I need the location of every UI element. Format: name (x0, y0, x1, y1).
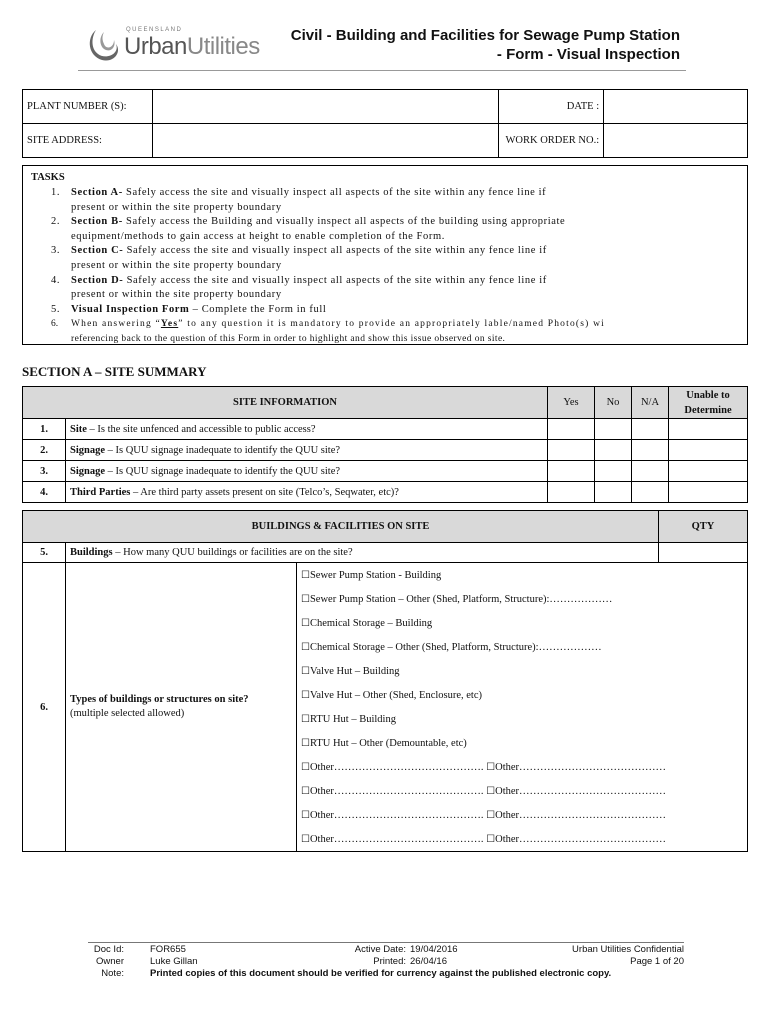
task-line: 5. Visual Inspection Form – Complete the Form in full (51, 303, 327, 315)
work-order-field[interactable] (604, 124, 748, 158)
info-table (22, 89, 748, 158)
answer-cell[interactable] (669, 482, 748, 503)
answer-cell[interactable] (669, 461, 748, 482)
task-line: 1. Section A- Safely access the site and visually inspect all aspects of the site within any fence line if (51, 187, 547, 198)
answer-cell[interactable] (548, 440, 595, 461)
tasks-box (22, 165, 748, 345)
col-no: No (595, 387, 632, 419)
plant-field[interactable] (153, 90, 499, 124)
confidential-text: Urban Utilities Confidential (572, 944, 684, 955)
answer-cell[interactable] (595, 461, 632, 482)
doc-id: FOR655 (150, 944, 186, 955)
task-line: 3. Section C- Safely access the site and visually inspect all aspects of the site within any fence line if (51, 245, 547, 257)
table-row: 5. Buildings – How many QUU buildings or facilities are on the site? (23, 543, 748, 563)
page-number: Page 1 of 20 (630, 956, 684, 967)
option-other-row[interactable]: ☐Other……………………………………. ☐Other…………………………………… (297, 827, 748, 852)
site-label: SITE ADDRESS: (23, 124, 153, 158)
task-line: present or within the site property boundary (71, 201, 282, 213)
task-line: present or within the site property boundary (71, 289, 282, 301)
answer-cell[interactable] (548, 419, 595, 440)
logo (86, 24, 260, 66)
option-item[interactable]: ☐RTU Hut – Other (Demountable, etc) (297, 731, 748, 755)
page-title: Civil - Building and Facilities for Sewage Pump Station - Form - Visual Inspection (290, 27, 680, 63)
doc-id-label: Doc Id: (93, 944, 124, 955)
tasks-heading: TASKS (31, 172, 65, 183)
option-item[interactable]: ☐Valve Hut – Other (Shed, Enclosure, etc) (297, 683, 748, 707)
plant-label: PLANT NUMBER (S): (23, 90, 153, 124)
logo-small-text: QUEENSLAND (126, 27, 183, 33)
option-other-row[interactable]: ☐Other……………………………………. ☐Other…………………………………… (297, 803, 748, 827)
footer (88, 944, 684, 980)
active-date-label: Active Date: (354, 944, 406, 955)
section-a-title: SECTION A – SITE SUMMARY (22, 364, 207, 379)
date-label: DATE : (499, 90, 604, 124)
table-row: 4. Third Parties – Are third party assets present on site (Telco’s, Seqwater, etc)? (23, 482, 748, 503)
task-line: 2. Section B- Safely access the Building and visually inspect all aspects of the building using appropriate (51, 216, 566, 228)
col-yes: Yes (548, 387, 595, 419)
buildings-header: BUILDINGS & FACILITIES ON SITE (23, 511, 659, 543)
option-item[interactable]: ☐Chemical Storage – Building (297, 611, 748, 635)
col-na: N/A (632, 387, 669, 419)
owner: Luke Gillan (150, 956, 198, 967)
option-item[interactable]: ☐Sewer Pump Station - Building (297, 563, 748, 588)
answer-cell[interactable] (595, 440, 632, 461)
qty-field[interactable] (659, 543, 748, 563)
owner-label: Owner (96, 956, 124, 967)
col-unable: Unable to Determine (669, 387, 748, 419)
table-row: 2. Signage – Is QUU signage inadequate to identify the QUU site? (23, 440, 748, 461)
task-line: 4. Section D- Safely access the site and visually inspect all aspects of the site within any fence line if (51, 274, 547, 286)
task-line: referencing back to the question of this Form in order to highlight and show this issue observed on site. (71, 333, 506, 344)
buildings-table: BUILDINGS & FACILITIES ON SITE QTY 5. Buildings – How many QUU buildings or facilities are on the site? 6. Types of buildings or structures on site? (multiple selected allowed) ☐Sewer Pump Station - Building ☐Sewer Pump Station – Other (Shed, Platform, Structure):……………… ☐Chemical Storage – Building ☐Chemical Storage – Other (Shed, Platform, Structure):……………… ☐Valve Hut – Building ☐Valve Hut – Other (Shed, Enclosure, etc) ☐RTU Hut – Building ☐RTU Hut – Other (Demountable, etc) ☐Other……………………………………. ☐Other…………………………………… ☐Other……………………………………. ☐Other…………………………………… ☐Other……………………………………. ☐Other…………………………………… ☐Other……………………………………. ☐Other…………………………………… (22, 510, 748, 852)
option-item[interactable]: ☐Chemical Storage – Other (Shed, Platform, Structure):……………… (297, 635, 748, 659)
printed-label: Printed: (373, 956, 406, 967)
site-info-header: SITE INFORMATION (23, 387, 548, 419)
answer-cell[interactable] (632, 440, 669, 461)
answer-cell[interactable] (548, 461, 595, 482)
answer-cell[interactable] (632, 419, 669, 440)
answer-cell[interactable] (669, 419, 748, 440)
task-line: equipment/methods to gain access at height to enable completion of the Form. (71, 230, 445, 242)
answer-cell[interactable] (595, 419, 632, 440)
note-label: Note: (101, 968, 124, 979)
site-field[interactable] (153, 124, 499, 158)
header-divider (78, 70, 686, 71)
option-item[interactable]: ☐Valve Hut – Building (297, 659, 748, 683)
site-summary-table (22, 386, 748, 503)
option-other-row[interactable]: ☐Other……………………………………. ☐Other…………………………………… (297, 755, 748, 779)
note-text: Printed copies of this document should be verified for currency against the published electronic copy. (150, 968, 612, 979)
active-date: 19/04/2016 (410, 944, 458, 955)
option-item[interactable]: ☐Sewer Pump Station – Other (Shed, Platform, Structure):……………… (297, 587, 748, 611)
answer-cell[interactable] (632, 461, 669, 482)
date-field[interactable] (604, 90, 748, 124)
work-order-label: WORK ORDER NO.: (499, 124, 604, 158)
answer-cell[interactable] (548, 482, 595, 503)
task-line: present or within the site property boundary (71, 259, 282, 271)
tasks-list (31, 186, 747, 347)
answer-cell[interactable] (595, 482, 632, 503)
logo-swirl-icon (86, 26, 122, 66)
qty-header: QTY (659, 511, 748, 543)
printed-date: 26/04/16 (410, 956, 447, 967)
option-other-row[interactable]: ☐Other……………………………………. ☐Other…………………………………… (297, 779, 748, 803)
answer-cell[interactable] (669, 440, 748, 461)
logo-main-text: UrbanUtilities (124, 33, 260, 60)
q6-label: Types of buildings or structures on site? (multiple selected allowed) (66, 563, 297, 852)
footer-divider (88, 942, 684, 943)
option-item[interactable]: ☐RTU Hut – Building (297, 707, 748, 731)
table-row: 1. Site – Is the site unfenced and accessible to public access? (23, 419, 748, 440)
answer-cell[interactable] (632, 482, 669, 503)
table-row: 3. Signage – Is QUU signage inadequate to identify the QUU site? (23, 461, 748, 482)
task-line: 6. When answering “Yes” to any question it is mandatory to provide an appropriately lable/named Photo(s) wi (51, 319, 606, 330)
